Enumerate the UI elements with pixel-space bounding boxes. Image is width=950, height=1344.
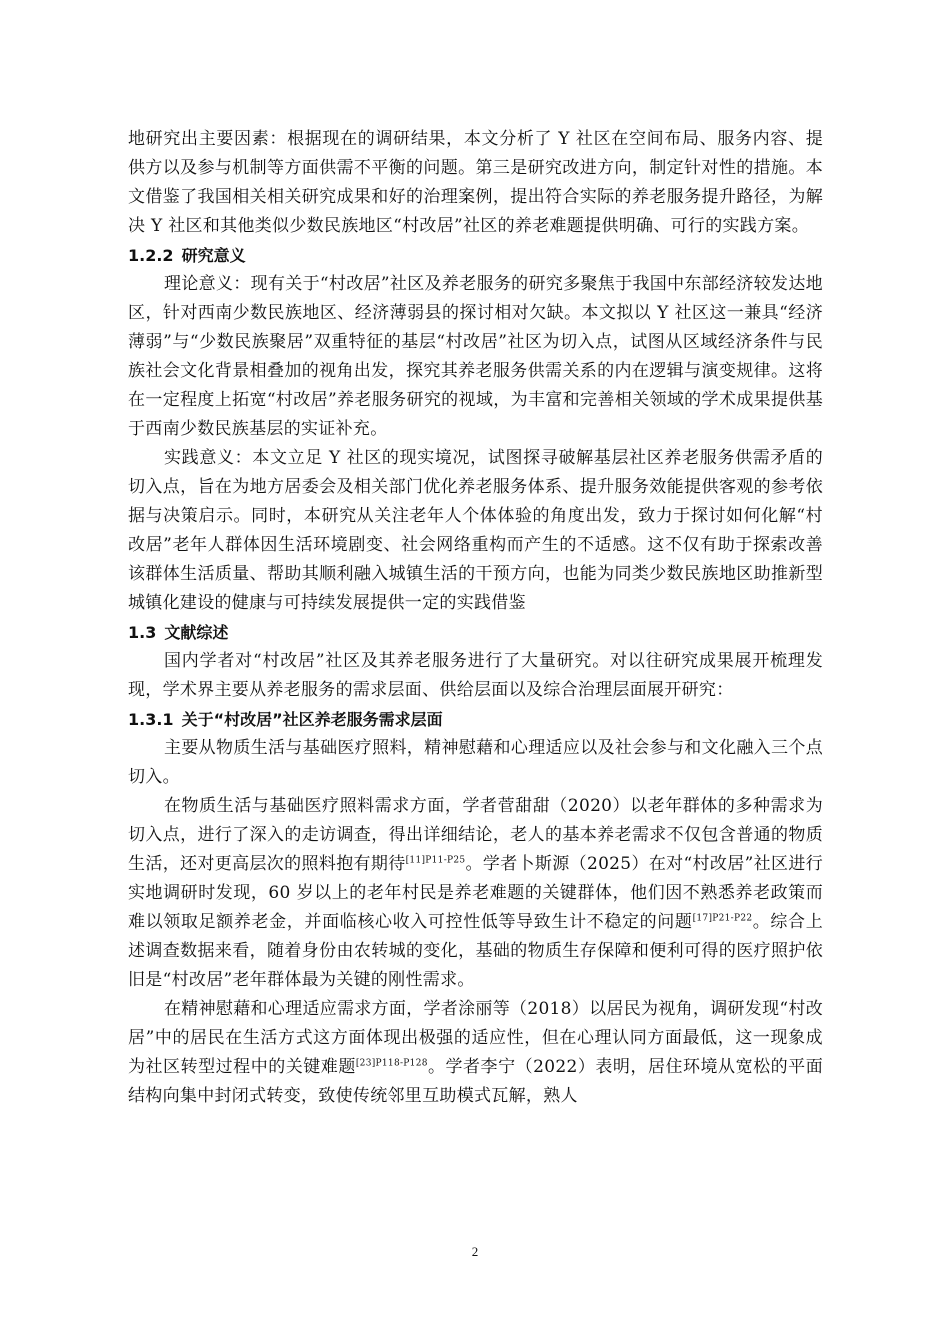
paragraph-spiritual-needs <box>128 995 823 1111</box>
paragraph-theoretical-significance: 理论意义：现有关于“村改居”社区及养老服务的研究多聚焦于我国中东部经济较发达地区，针对西南少数民族地区、经济薄弱县的探讨相对欠缺。本文拟以 Y 社区这一兼具“经济薄弱”与“少数民族聚居”双重特征的基层“村改居”社区为切入点，试图从区域经济条件与民族社会文化背景相叠加的视角出发，探究其养老服务供需关系的内在逻辑与演变规律。这将在一定程度上拓宽“村改居”养老服务研究的视域，为丰富和完善相关领域的学术成果提供基于西南少数民族基层的实证补充。 <box>128 274 823 439</box>
page-number: 2 <box>471 1244 479 1259</box>
heading-text: 关于“村改居”社区养老服务需求层面 <box>181 710 443 729</box>
paragraph-practical-significance: 实践意义：本文立足 Y 社区的现实境况，试图探寻破解基层社区养老服务供需矛盾的切入点，旨在为地方居委会及相关部门优化养老服务体系、提升服务效能提供客观的参考依据与决策启示。同时，本研究从关注老年人个体体验的角度出发，致力于探讨如何化解“村改居”老年人群体因生活环境剧变、社会网络重构而产生的不适感。这不仅有助于探索改善该群体生活质量、帮助其顺利融入城镇生活的干预方向，也能为同类少数民族地区助推新型城镇化建设的健康与可持续发展提供一定的实践借鉴 <box>128 448 823 613</box>
heading-number: 1.3.1 <box>128 710 174 729</box>
heading-text: 文献综述 <box>164 623 229 642</box>
heading-number: 1.2.2 <box>128 246 174 265</box>
text-run: 。综合上述调查数据来看，随着身份由农转城的变化，基础的物质生存保障和便利可得的医疗照护依旧是“村改居”老年群体最为关键的刚性需求。 <box>128 912 823 990</box>
citation: [23]P118-P128 <box>355 1058 428 1069</box>
text-run: 。学者卜斯源（2025）在对“村改居”社区进行实地调研时发现，60 岁以上的老年村民是养老难题的关键群体，他们因不熟悉养老政策而难以领取足额养老金，并面临核心收入可控性低等导致生计不稳定的问题 <box>128 854 823 932</box>
text-run: 。学者李宁（2022）表明，居住环境从宽松的平面结构向集中封闭式转变，致使传统邻里互助模式瓦解，熟人 <box>128 1057 823 1106</box>
paragraph-review-intro: 国内学者对“村改居”社区及其养老服务进行了大量研究。对以往研究成果展开梳理发现，学术界主要从养老服务的需求层面、供给层面以及综合治理层面展开研究： <box>128 651 823 700</box>
citation: [11]P11-P25 <box>405 855 466 866</box>
document-body <box>128 125 823 1111</box>
paragraph-continued: 地研究出主要因素：根据现在的调研结果，本文分析了 Y 社区在空间布局、服务内容、提供方以及参与机制等方面供需不平衡的问题。第三是研究改进方向，制定针对性的措施。本文借鉴了我国相关相关研究成果和好的治理案例，提出符合实际的养老服务提升路径，为解决 Y 社区和其他类似少数民族地区“村改居”社区的养老难题提供明确、可行的实践方案。 <box>128 129 823 236</box>
text-run: 在物质生活与基础医疗照料需求方面，学者菅甜甜（2020）以老年群体的多种需求为切入点，进行了深入的走访调查，得出详细结论，老人的基本养老需求不仅包含普通的物质生活，还对更高层次的照料抱有期待 <box>128 796 823 874</box>
heading-demand-level <box>128 705 823 734</box>
heading-text: 研究意义 <box>181 246 246 265</box>
heading-number: 1.3 <box>128 623 157 642</box>
text-run: 在精神慰藉和心理适应需求方面，学者涂丽等（2018）以居民为视角，调研发现“村改居”中的居民在生活方式这方面体现出极强的适应性，但在心理认同方面最低，这一现象成为社区转型过程中的关键难题 <box>128 999 823 1077</box>
heading-literature-review <box>128 618 823 647</box>
citation: [17]P21-P22 <box>692 913 753 924</box>
heading-research-significance <box>128 241 823 270</box>
paragraph-material-needs <box>128 792 823 995</box>
paragraph-demand-intro: 主要从物质生活与基础医疗照料，精神慰藉和心理适应以及社会参与和文化融入三个点切入。 <box>128 738 823 787</box>
